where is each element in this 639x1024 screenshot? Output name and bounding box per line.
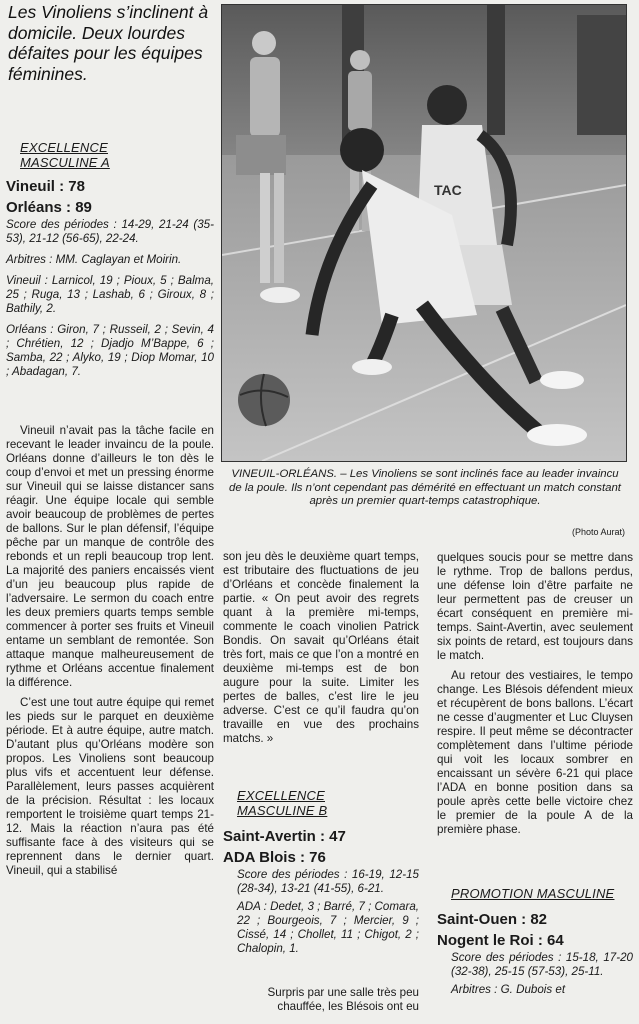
section-title-promotion: PROMOTION MASCULINE (451, 886, 615, 901)
referees: Arbitres : MM. Caglayan et Moirin. (6, 253, 182, 266)
photo-credit: (Photo Aurat) (571, 527, 625, 537)
headline: Les Vinoliens s’inclinent à domicile. Deux lourdes défaites pour les équipes féminines. (8, 2, 209, 84)
article-paragraph: son jeu dès le deuxième quart temps, est tributaire des fluctuations de jeu d’Orléans et concède finalement la partie. « On peut avoir des regrets quant à la première mi-temps, commente le coach vinolien Patrick Bondis. On savait qu’Orléans était très fort, mais ce que l’on a montré en deuxième mi-temps est de bon augure pour la suite. Limiter les pertes de balles, c’est lire le jeu adverse. C’est ce qu’il faudra qu’on travaille en vue des prochains matchs. » (223, 550, 419, 745)
promotion-section (437, 886, 633, 997)
team-score-nogent: Nogent le Roi : 64 (437, 932, 564, 949)
excellence-a-section (6, 140, 214, 379)
period-scores: Score des périodes : 14-29, 21-24 (35-53), 21-12 (56-65), 22-24. (6, 218, 214, 245)
article-paragraph: Surpris par une salle très peu chauffée, les Blésois ont eu (267, 986, 419, 1013)
team-score-saint-ouen: Saint-Ouen : 82 (437, 911, 548, 928)
article-text-col3 (437, 551, 633, 837)
article-paragraph: C’est une tout autre équipe qui remet les pieds sur le parquet en deuxième période. Et à autre équipe, autre match. D’autant plus qu’Orléans modère son propos. Les Vinoliens sont beaucoup plus vifs et accentuent leur défense. Parallèlement, leurs passes acquièrent de la précision. Résultat : les locaux remportent le troisième quart temps 21-12. Mais la réaction n’aura pas été suffisante face à des visiteurs qui se reprennent dans le dernier quart. Vineuil, qui a stabilisé (6, 696, 214, 877)
team-score-vineuil: Vineuil : 78 (6, 178, 85, 195)
article-text-col1 (6, 424, 214, 878)
team-score-orleans: Orléans : 89 (6, 199, 92, 216)
lineup-vineuil: Vineuil : Larnicol, 19 ; Pioux, 5 ; Balma, 25 ; Ruga, 13 ; Lashab, 6 ; Giroux, 8 ; Bathily, 2. (6, 274, 214, 315)
referees: Arbitres : G. Dubois et (451, 983, 566, 996)
match-photo (221, 4, 627, 462)
caption-lead: VINEUIL-ORLÉANS. (231, 468, 338, 480)
team-score-ada-blois: ADA Blois : 76 (223, 849, 326, 866)
article-paragraph: Au retour des vestiaires, le tempo change. Les Blésois défendent mieux et récupèrent de bons ballons. L’écart ne cesse d’augmenter et Luc Cluysen respire. Il peut même se décontracter complètement dans l’ultime période qui voit les locaux sombrer en encaissant un sévère 6-21 qui place l’ADA en bonne position dans sa poule après cette belle victoire chez le premier de la poule A de la première phase. (437, 669, 633, 836)
article-paragraph: Vineuil n’avait pas la tâche facile en recevant le leader invaincu de la poule. Orléans donne d’ailleurs le ton dès le coup d’envoi et met un pressing énorme sur Vineuil qui se laisse distancer sans réagir. Une équipe locale qui semble avoir beaucoup de problèmes de pertes de ballons. Sur le plan défensif, l’équipe pêche par un manque de contrôle des rebonds et un repli beaucoup trop lent. La majorité des paniers encaissés vient d’un jeu beaucoup plus rapide de l’adversaire. Le sermon du coach entre les deux premiers quarts temps semble commencer à porter ses fruits et Vineuil entame un semblant de remontée. Son attaque manque malheureusement de rythme et Orléans accentue finalement la différence. (6, 424, 214, 689)
article-text-col2 (223, 550, 419, 746)
team-score-saint-avertin: Saint-Avertin : 47 (223, 828, 346, 845)
article-text-col2-bottom (223, 986, 419, 1014)
basketball-photo-illustration (222, 5, 626, 461)
caption-text: – Les Vinoliens se sont inclinés face au leader invaincu de la poule. Ils n’ont cependant pas démérité en effectuant un match constant après un premier quart-temps catastrophique. (229, 468, 621, 507)
section-title-excellence-b: EXCELLENCE MASCULINE B (237, 788, 328, 818)
period-scores: Score des périodes : 15-18, 17-20 (32-38), 25-15 (57-53), 25-11. (451, 951, 633, 978)
jersey-text: TAC (434, 182, 462, 198)
photo-caption (225, 468, 625, 509)
period-scores: Score des périodes : 16-19, 12-15 (28-34), 13-21 (41-55), 6-21. (237, 868, 419, 895)
article-paragraph: quelques soucis pour se mettre dans le rythme. Trop de ballons perdus, une défense loin d’être parfaite ne leur permettent pas de creuser un écart conséquent en première mi-temps. Saint-Avertin, avec seulement six points de retard, est toujours dans le match. (437, 551, 633, 662)
excellence-b-section (223, 788, 419, 956)
section-title-excellence-a: EXCELLENCE MASCULINE A (20, 140, 110, 170)
lineup-ada: ADA : Dedet, 3 ; Barré, 7 ; Comara, 22 ; Bourgeois, 7 ; Mercier, 9 ; Cissé, 14 ; Chollet, 11 ; Chigot, 2 ; Chalopin, 1. (237, 900, 419, 955)
lineup-orleans: Orléans : Giron, 7 ; Russeil, 2 ; Sevin, 4 ; Chrétien, 12 ; Djadjo M’Bappe, 6 ; Samba, 22 ; Alyko, 19 ; Diop Momar, 10 ; Abadagan, 7. (6, 323, 214, 378)
